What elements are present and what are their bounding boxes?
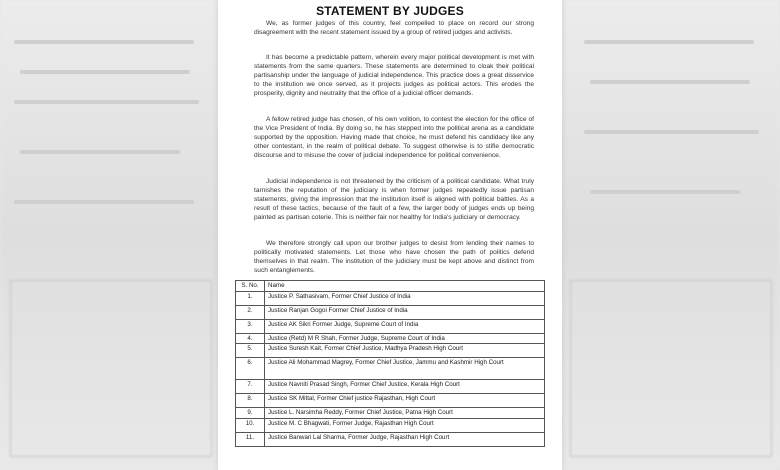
paragraph-1: We, as former judges of this country, feel compelled to place on record our strong disagreement with the recent statement issued by a group of retired judges and activists. bbox=[254, 19, 534, 36]
row-number: 11. bbox=[236, 432, 265, 446]
judge-name: Justice (Retd) M R Shah, Former Judge, Supreme Court of India bbox=[265, 333, 545, 344]
signatories-table bbox=[235, 280, 545, 447]
paragraph-2: It has become a predictable pattern, wherein every major political development is met with statements from the same quarters. These statements are determined to cloak their political partisanship under the language of judicial independence. This practice does a great disservice to the institution we once served, as it projects judges as political actors. This erodes the prosperity, dignity and neutrality that the office of a judicial officer demands. bbox=[254, 53, 534, 98]
document-title: STATEMENT BY JUDGES bbox=[316, 4, 464, 18]
row-number: 10. bbox=[236, 418, 265, 432]
table-row bbox=[236, 394, 545, 408]
judge-name: Justice M. C Bhagwati, Former Judge, Rajasthan High Court bbox=[265, 418, 545, 432]
row-number: 1. bbox=[236, 291, 265, 305]
paragraph-5: We therefore strongly call upon our brother judges to desist from lending their names to politically motivated statements. Let those who have chosen the path of politics defend themselves in that realm. The institution of the judiciary must be kept above and distinct from such entanglements. bbox=[254, 239, 534, 275]
judge-name: Justice L. Narsimha Reddy, Former Chief Justice, Patna High Court bbox=[265, 408, 545, 419]
table-row bbox=[236, 319, 545, 333]
judge-name: Justice Ali Mohammad Magrey, Former Chief Justice, Jammu and Kashmir High Court bbox=[265, 358, 545, 380]
judge-name: Justice Ranjan Gogoi Former Chief Justice of India bbox=[265, 305, 545, 319]
column-header-sno: S. No. bbox=[236, 281, 265, 292]
judge-name: Justice Banwari Lal Sharma, Former Judge, Rajasthan High Court bbox=[265, 432, 545, 446]
judge-name: Justice Navniti Prasad Singh, Former Chief Justice, Kerala High Court bbox=[265, 380, 545, 394]
row-number: 6. bbox=[236, 358, 265, 380]
table-row bbox=[236, 333, 545, 344]
table-row bbox=[236, 432, 545, 446]
row-number: 3. bbox=[236, 319, 265, 333]
judge-name: Justice P. Sathasivam, Former Chief Justice of India bbox=[265, 291, 545, 305]
judge-name: Justice SK Mittal, Former Chief justice Rajasthan, High Court bbox=[265, 394, 545, 408]
table-header-row bbox=[236, 281, 545, 292]
row-number: 2. bbox=[236, 305, 265, 319]
statement-document bbox=[218, 0, 562, 470]
paragraph-3: A fellow retired judge has chosen, of his own volition, to contest the election for the office of the Vice President of India. By doing so, he has stepped into the political arena as a candidate supported by the opposition. Having made that choice, he must defend his candidacy like any other contestant, in the realm of political debate. To suggest otherwise is to stifle democratic discourse and to misuse the cover of judicial independence for political convenience. bbox=[254, 115, 534, 160]
table-row bbox=[236, 418, 545, 432]
column-header-name: Name bbox=[265, 281, 545, 292]
paragraph-4: Judicial independence is not threatened by the criticism of a political candidate. What truly tarnishes the reputation of the judiciary is when former judges repeatedly issue partisan statements, giving the impression that the institution itself is aligned with political battles. As a result of these tactics, because of the fault of a few, the larger body of judges ends up being painted as partisan coterie. This is neither fair nor healthy for India's judiciary or democracy. bbox=[254, 177, 534, 222]
judge-name: Justice Suresh Kait, Former Chief Justice, Madhya Pradesh High Court bbox=[265, 344, 545, 358]
table-row bbox=[236, 408, 545, 419]
row-number: 8. bbox=[236, 394, 265, 408]
table-row bbox=[236, 380, 545, 394]
table-row bbox=[236, 358, 545, 380]
table-row bbox=[236, 305, 545, 319]
row-number: 9. bbox=[236, 408, 265, 419]
table-row bbox=[236, 291, 545, 305]
row-number: 5. bbox=[236, 344, 265, 358]
judge-name: Justice AK Sikri Former Judge, Supreme Court of India bbox=[265, 319, 545, 333]
table-row bbox=[236, 344, 545, 358]
row-number: 7. bbox=[236, 380, 265, 394]
row-number: 4. bbox=[236, 333, 265, 344]
